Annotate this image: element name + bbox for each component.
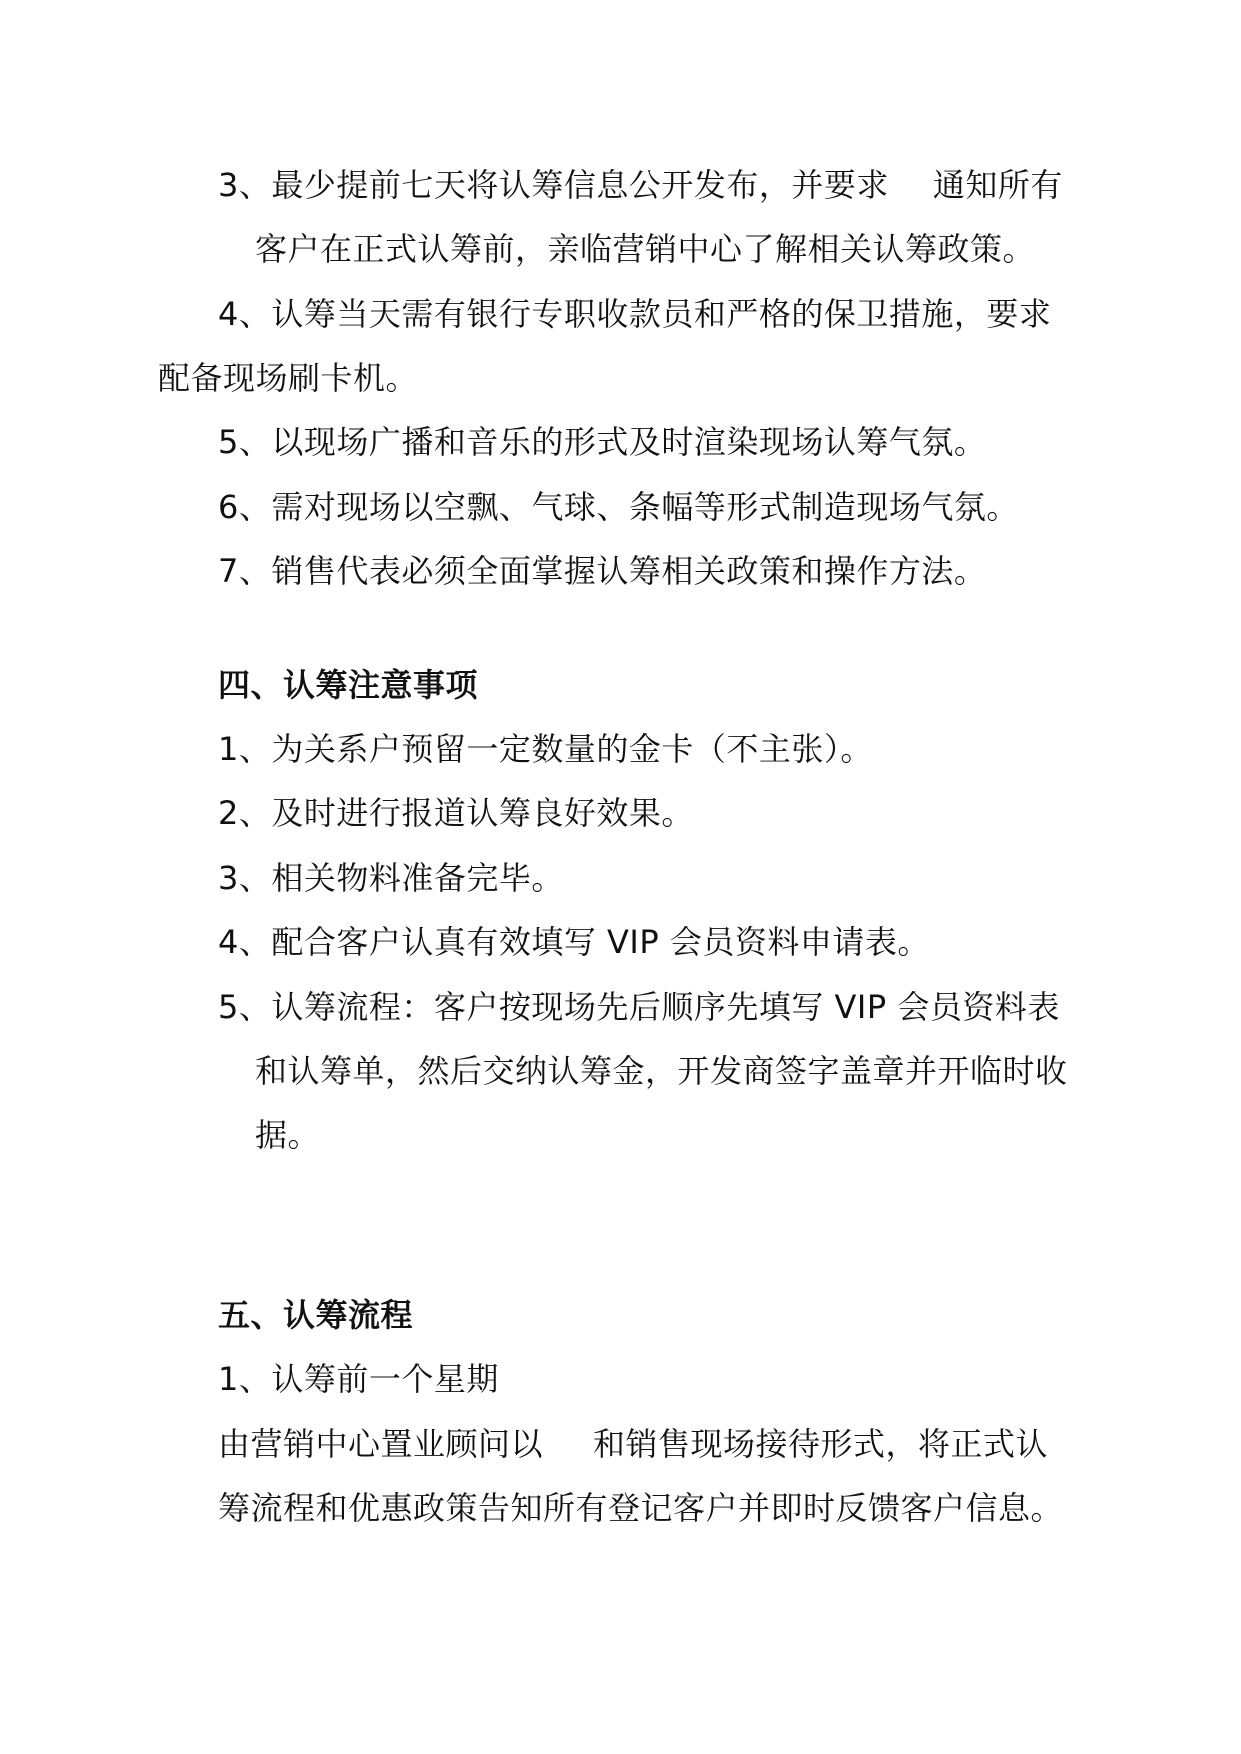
section-5-heading: 五、认筹流程 <box>218 1296 414 1334</box>
notice-item-3: 3、相关物料准备完毕。 <box>218 859 564 897</box>
notice-item-5-line-3: 据。 <box>255 1116 321 1154</box>
paragraph-4-line-2: 配备现场刷卡机。 <box>158 359 419 397</box>
paragraph-6: 6、需对现场以空飘、气球、条幅等形式制造现场气氛。 <box>218 488 1019 526</box>
flow-item-1: 1、认筹前一个星期 <box>218 1360 499 1398</box>
paragraph-4-line-1: 4、认筹当天需有银行专职收款员和严格的保卫措施，要求 <box>218 295 1052 333</box>
notice-item-5-line-2: 和认筹单，然后交纳认筹金，开发商签字盖章并开临时收 <box>255 1052 1068 1090</box>
notice-item-4: 4、配合客户认真有效填写 VIP 会员资料申请表。 <box>218 923 930 961</box>
notice-item-2: 2、及时进行报道认筹良好效果。 <box>218 794 694 832</box>
paragraph-7: 7、销售代表必须全面掌握认筹相关政策和操作方法。 <box>218 552 987 590</box>
section-4-heading: 四、认筹注意事项 <box>218 666 479 704</box>
paragraph-5: 5、以现场广播和音乐的形式及时渲染现场认筹气氛。 <box>218 423 987 461</box>
paragraph-3-line-1: 3、最少提前七天将认筹信息公开发布，并要求 通知所有 <box>218 166 1063 204</box>
paragraph-3-line-2: 客户在正式认筹前，亲临营销中心了解相关认筹政策。 <box>255 230 1036 268</box>
notice-item-1: 1、为关系户预留一定数量的金卡（不主张）。 <box>218 730 873 768</box>
flow-paragraph-line-2: 筹流程和优惠政策告知所有登记客户并即时反馈客户信息。 <box>218 1489 1064 1527</box>
flow-paragraph-line-1: 由营销中心置业顾问以 和销售现场接待形式，将正式认 <box>218 1425 1049 1463</box>
notice-item-5-line-1: 5、认筹流程：客户按现场先后顺序先填写 VIP 会员资料表 <box>218 988 1060 1026</box>
